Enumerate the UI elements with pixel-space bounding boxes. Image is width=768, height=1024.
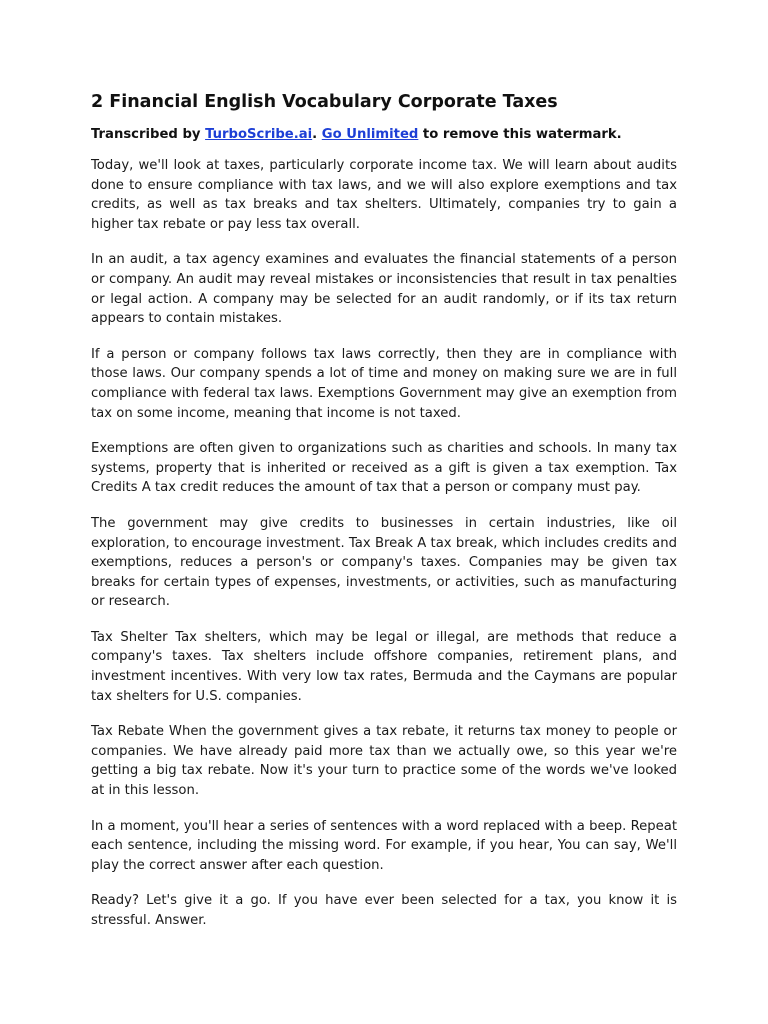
- document-page: [91, 88, 677, 947]
- paragraph-ready: Ready? Let's give it a go. If you have ever been selected for a tax, you know it is stressful. Answer.: [91, 893, 677, 928]
- paragraph-instructions: In a moment, you'll hear a series of sentences with a word replaced with a beep. Repeat each sentence, including the missing word. For example, if you hear, You can say, We'll play the correct answer after each question.: [91, 818, 677, 873]
- watermark-separator: .: [312, 127, 322, 142]
- paragraph-intro: Today, we'll look at taxes, particularly corporate income tax. We will learn about audits done to ensure compliance with tax laws, and we will also explore exemptions and tax credits, as well as tax breaks and tax shelters. Ultimately, companies try to gain a higher tax rebate or pay less tax overall.: [91, 158, 677, 232]
- paragraph-credits: The government may give credits to businesses in certain industries, like oil exploration, to encourage investment. Tax Break A tax break, which includes credits and exemptions, reduces a person's or company's taxes. Companies may be given tax breaks for certain types of expenses, investments, or activities, such as manufacturing or research.: [91, 515, 677, 610]
- paragraph-tax-rebate: Tax Rebate When the government gives a tax rebate, it returns tax money to people or companies. We have already paid more tax than we actually owe, so this year we're getting a big tax rebate. Now it's your turn to practice some of the words we've looked at in this lesson.: [91, 724, 677, 799]
- paragraph-exemptions: Exemptions are often given to organizations such as charities and schools. In many tax systems, property that is inherited or received as a gift is given a tax exemption. Tax Credits A tax credit reduces the amount of tax that a person or company must pay.: [91, 441, 677, 496]
- go-unlimited-link[interactable]: Go Unlimited: [321, 127, 419, 142]
- watermark-suffix: to remove this watermark.: [418, 127, 622, 142]
- paragraph-audit: In an audit, a tax agency examines and evaluates the financial statements of a person or company. An audit may reveal mistakes or inconsistencies that result in tax penalties or legal action. A company may be selected for an audit randomly, or if its tax return appears to contain mistakes.: [91, 252, 677, 327]
- paragraph-compliance: If a person or company follows tax laws correctly, then they are in compliance with those laws. Our company spends a lot of time and money on making sure we are in full compliance with federal tax laws. Exemptions Government may give an exemption from tax on some income, meaning that income is not taxed.: [91, 346, 677, 421]
- paragraph-tax-shelter: Tax Shelter Tax shelters, which may be legal or illegal, are methods that reduce a company's taxes. Tax shelters include offshore companies, retirement plans, and investment incentives. With very low tax rates, Bermuda and the Caymans are popular tax shelters for U.S. companies.: [91, 629, 677, 704]
- document-title: 2 Financial English Vocabulary Corporate Taxes: [91, 92, 558, 112]
- watermark-prefix: Transcribed by: [91, 127, 206, 142]
- watermark-line: [91, 126, 677, 144]
- turboscribe-link[interactable]: TurboScribe.ai: [205, 127, 313, 142]
